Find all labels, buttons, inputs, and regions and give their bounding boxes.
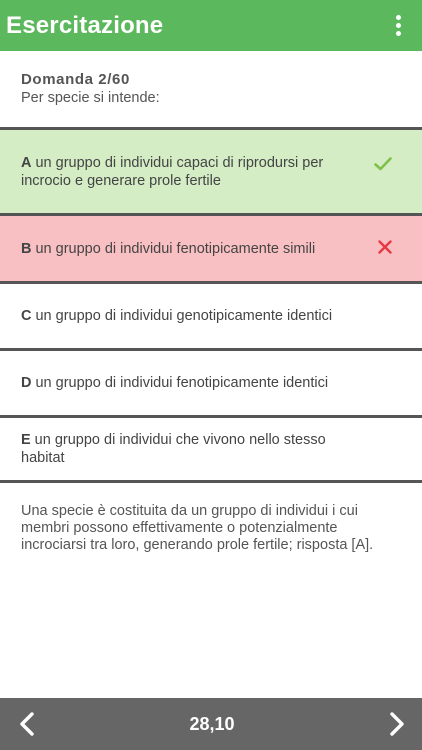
chevron-left-icon[interactable]	[16, 709, 38, 739]
divider	[0, 480, 422, 483]
answer-text	[21, 154, 372, 190]
answer-text	[21, 431, 372, 467]
answer-option-a[interactable]	[0, 127, 422, 213]
cross-icon	[378, 240, 392, 254]
answer-label: un gruppo di individui che vivono nello stesso habitat	[21, 432, 326, 466]
answer-text	[21, 374, 328, 392]
answer-option-c[interactable]	[0, 281, 422, 348]
answer-letter: B	[21, 240, 32, 257]
more-vert-icon[interactable]	[386, 6, 410, 46]
answer-letter: E	[21, 432, 31, 448]
score-value: 28,10	[189, 713, 235, 734]
question-number: Domanda 2/60	[21, 71, 130, 88]
answer-option-b[interactable]	[0, 213, 422, 281]
answer-label: un gruppo di individui capaci di riprodursi per incrocio e generare prole fertile	[21, 154, 324, 189]
page-title: Esercitazione	[6, 11, 164, 39]
answer-label: un gruppo di individui fenotipicamente identici	[35, 375, 329, 391]
answer-text	[21, 240, 315, 258]
explanation-text: Una specie è costituita da un gruppo di individui i cui membri possono effettivamente o potenzialmente incrociarsi tra loro, generando prole fertile; risposta [A].	[21, 503, 374, 553]
answer-option-e[interactable]	[0, 415, 422, 480]
answer-option-d[interactable]	[0, 348, 422, 415]
question-text: Per specie si intende:	[21, 90, 160, 106]
app-bar	[0, 0, 422, 51]
check-icon	[374, 157, 392, 171]
answer-text	[21, 307, 332, 325]
bottom-bar	[0, 698, 422, 750]
chevron-right-icon[interactable]	[386, 709, 408, 739]
answer-label: un gruppo di individui genotipicamente identici	[35, 308, 333, 324]
question-block	[0, 51, 422, 127]
answer-letter: C	[21, 308, 32, 324]
answer-label: un gruppo di individui fenotipicamente simili	[35, 240, 316, 257]
answer-letter: D	[21, 375, 32, 391]
answer-letter: A	[21, 154, 32, 171]
